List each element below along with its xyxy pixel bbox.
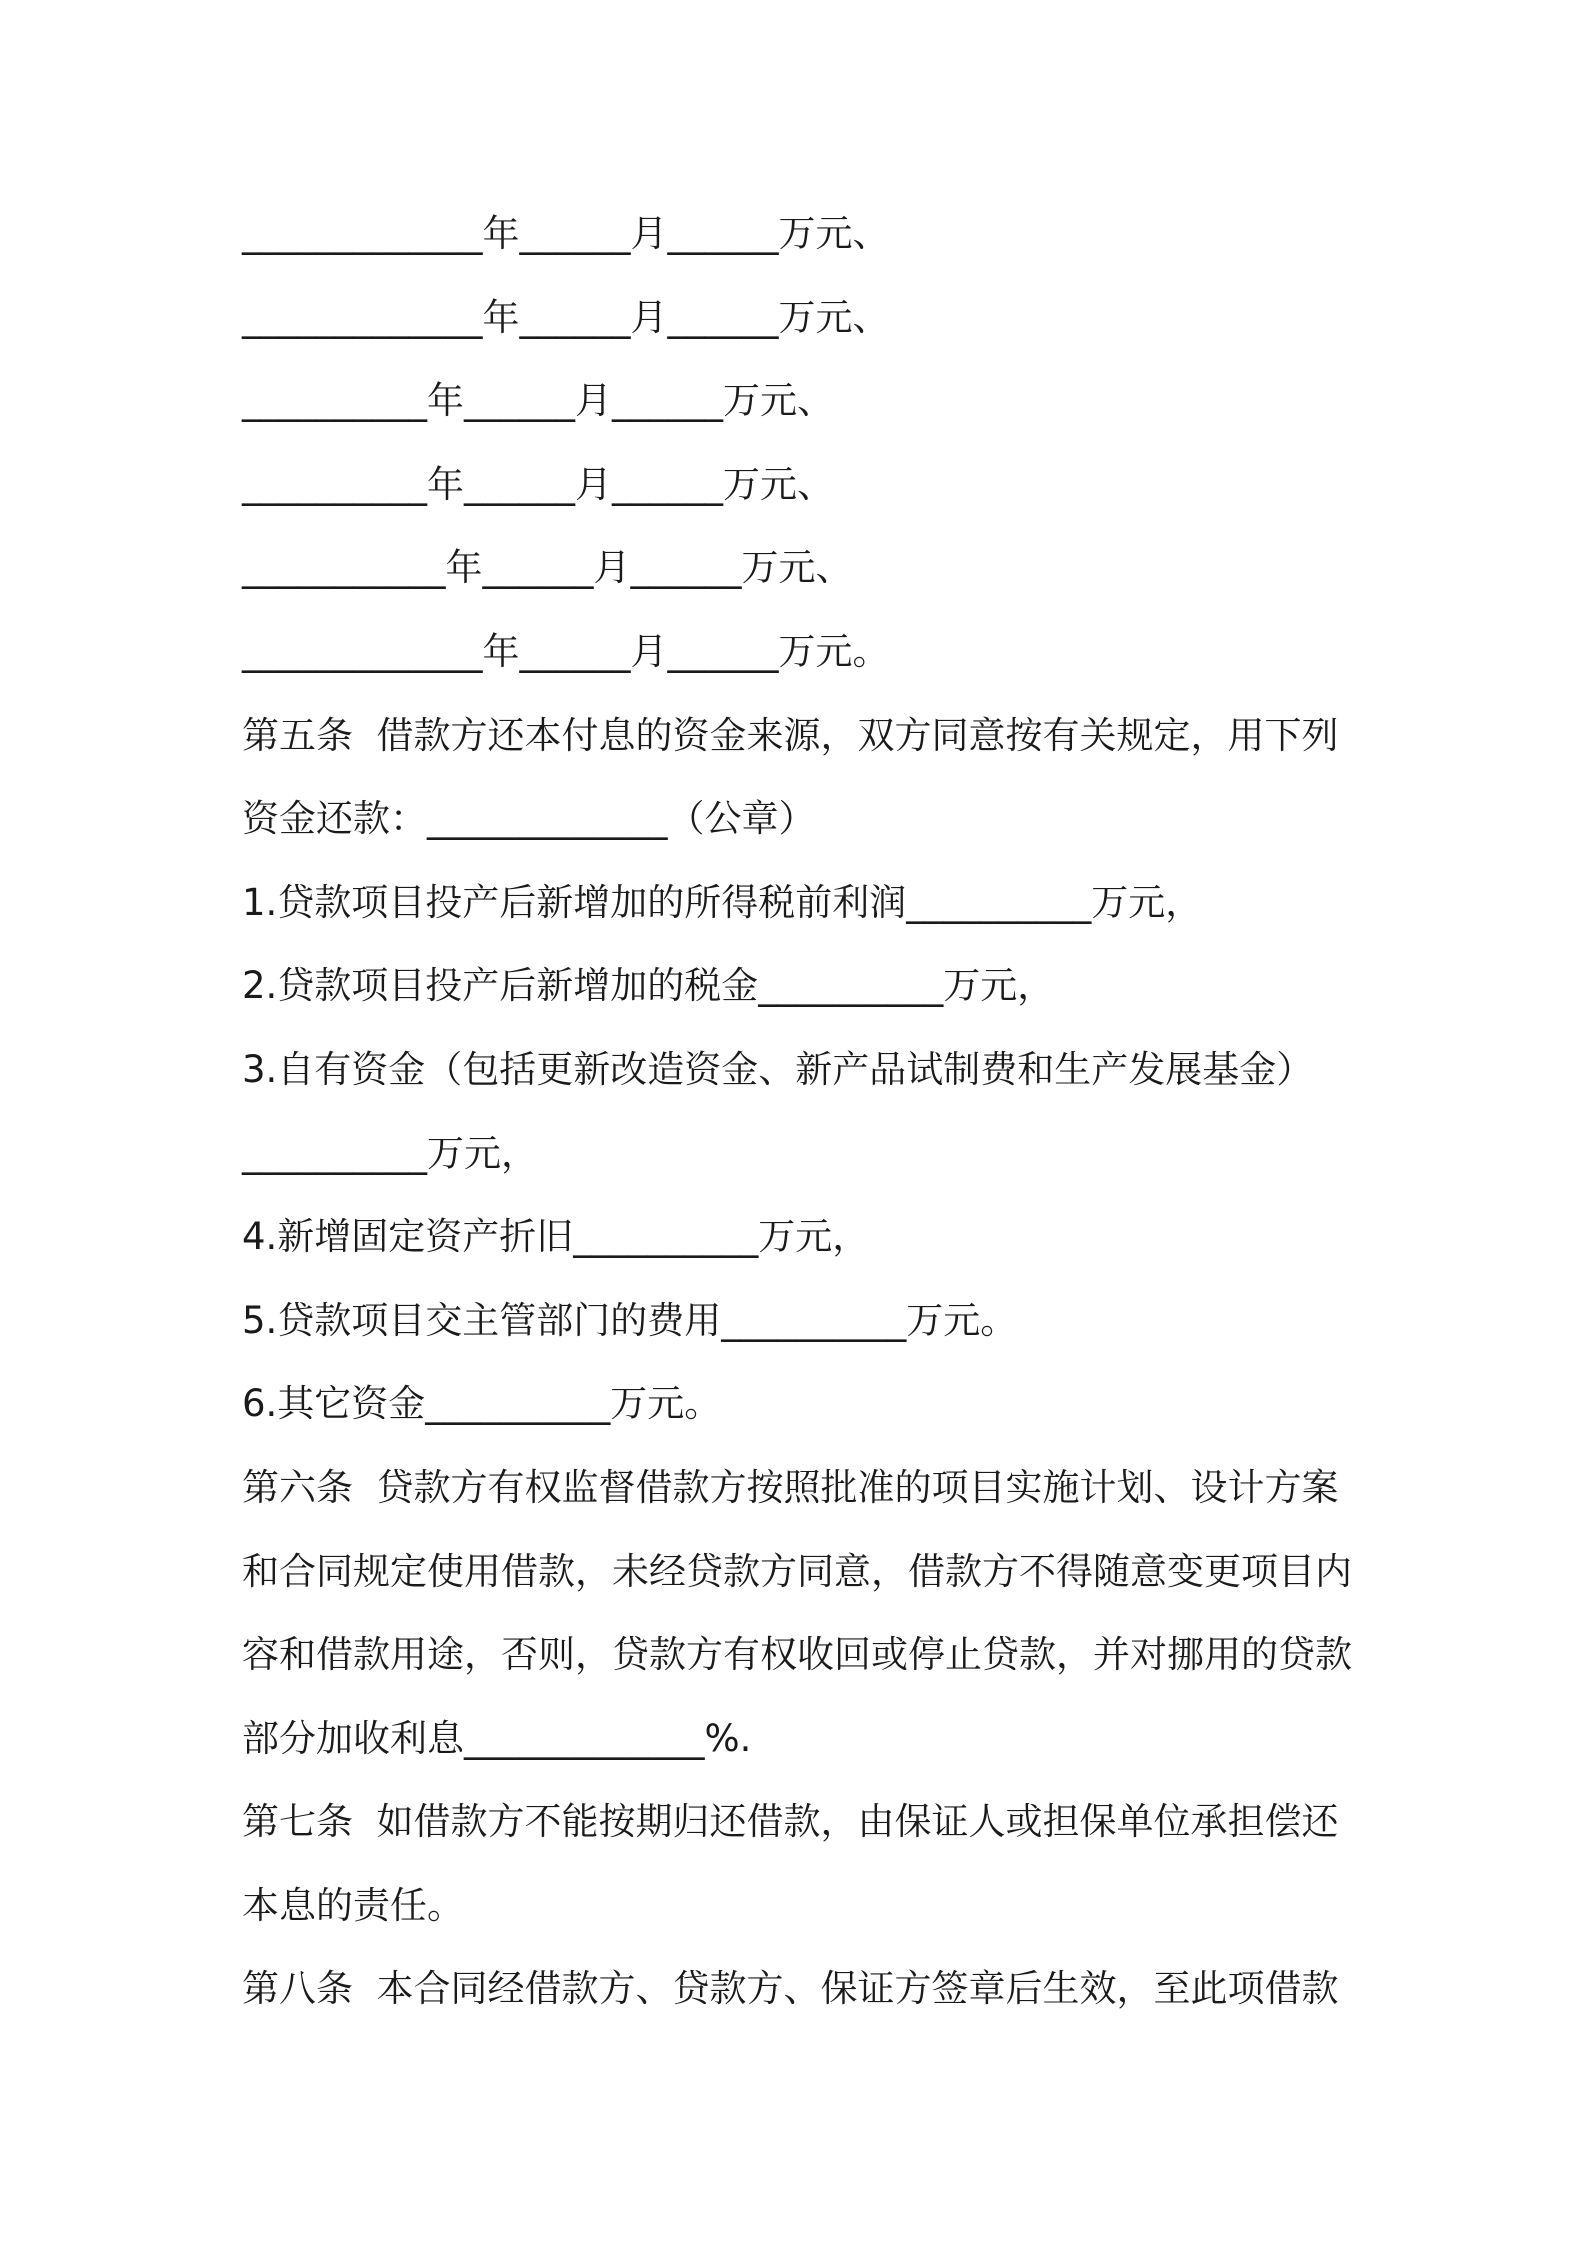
repayment-schedule-line-5: ___________年______月______万元、 bbox=[242, 546, 853, 590]
article-6-line-1: 第六条 贷款方有权监督借款方按照批准的项目实施计划、设计方案 bbox=[242, 1465, 1339, 1509]
article-5-repayment-source: 资金还款：_____________（公章） bbox=[242, 797, 816, 841]
article-8-line-1: 第八条 本合同经借款方、贷款方、保证方签章后生效，至此项借款 bbox=[242, 1967, 1339, 2011]
article-5-item-6: 6.其它资金__________万元。 bbox=[242, 1382, 722, 1426]
article-5-item-3: 3.自有资金（包括更新改造资金、新产品试制费和生产发展基金） bbox=[242, 1047, 1314, 1091]
article-5-heading: 第五条 借款方还本付息的资金来源，双方同意按有关规定，用下列 bbox=[242, 713, 1339, 757]
repayment-schedule-line-1: _____________年______月______万元、 bbox=[242, 212, 890, 255]
article-5-item-1: 1.贷款项目投产后新增加的所得税前利润__________万元， bbox=[242, 880, 1203, 924]
repayment-schedule-line-6: _____________年______月______万元。 bbox=[242, 629, 890, 673]
contract-text bbox=[242, 192, 1362, 2031]
article-6-line-3: 容和借款用途，否则，贷款方有权收回或停止贷款，并对挪用的贷款 bbox=[242, 1633, 1352, 1677]
article-6-line-2: 和合同规定使用借款，未经贷款方同意，借款方不得随意变更项目内 bbox=[242, 1549, 1352, 1593]
article-5-item-2: 2.贷款项目投产后新增加的税金__________万元， bbox=[242, 964, 1055, 1008]
repayment-schedule-line-3: __________年______月______万元、 bbox=[242, 379, 834, 423]
repayment-schedule-line-4: __________年______月______万元、 bbox=[242, 462, 834, 506]
article-7-line-2: 本息的责任。 bbox=[242, 1883, 464, 1927]
article-5-item-5: 5.贷款项目交主管部门的费用__________万元。 bbox=[242, 1298, 1018, 1342]
article-6-line-4: 部分加收利息_____________%. bbox=[242, 1716, 752, 1760]
article-5-item-4: 4.新增固定资产折旧__________万元， bbox=[242, 1215, 870, 1259]
article-7-line-1: 第七条 如借款方不能按期归还借款，由保证人或担保单位承担偿还 bbox=[242, 1800, 1339, 1844]
article-5-item-3-amount: __________万元， bbox=[242, 1131, 538, 1175]
repayment-schedule-line-2: _____________年______月______万元、 bbox=[242, 295, 890, 339]
